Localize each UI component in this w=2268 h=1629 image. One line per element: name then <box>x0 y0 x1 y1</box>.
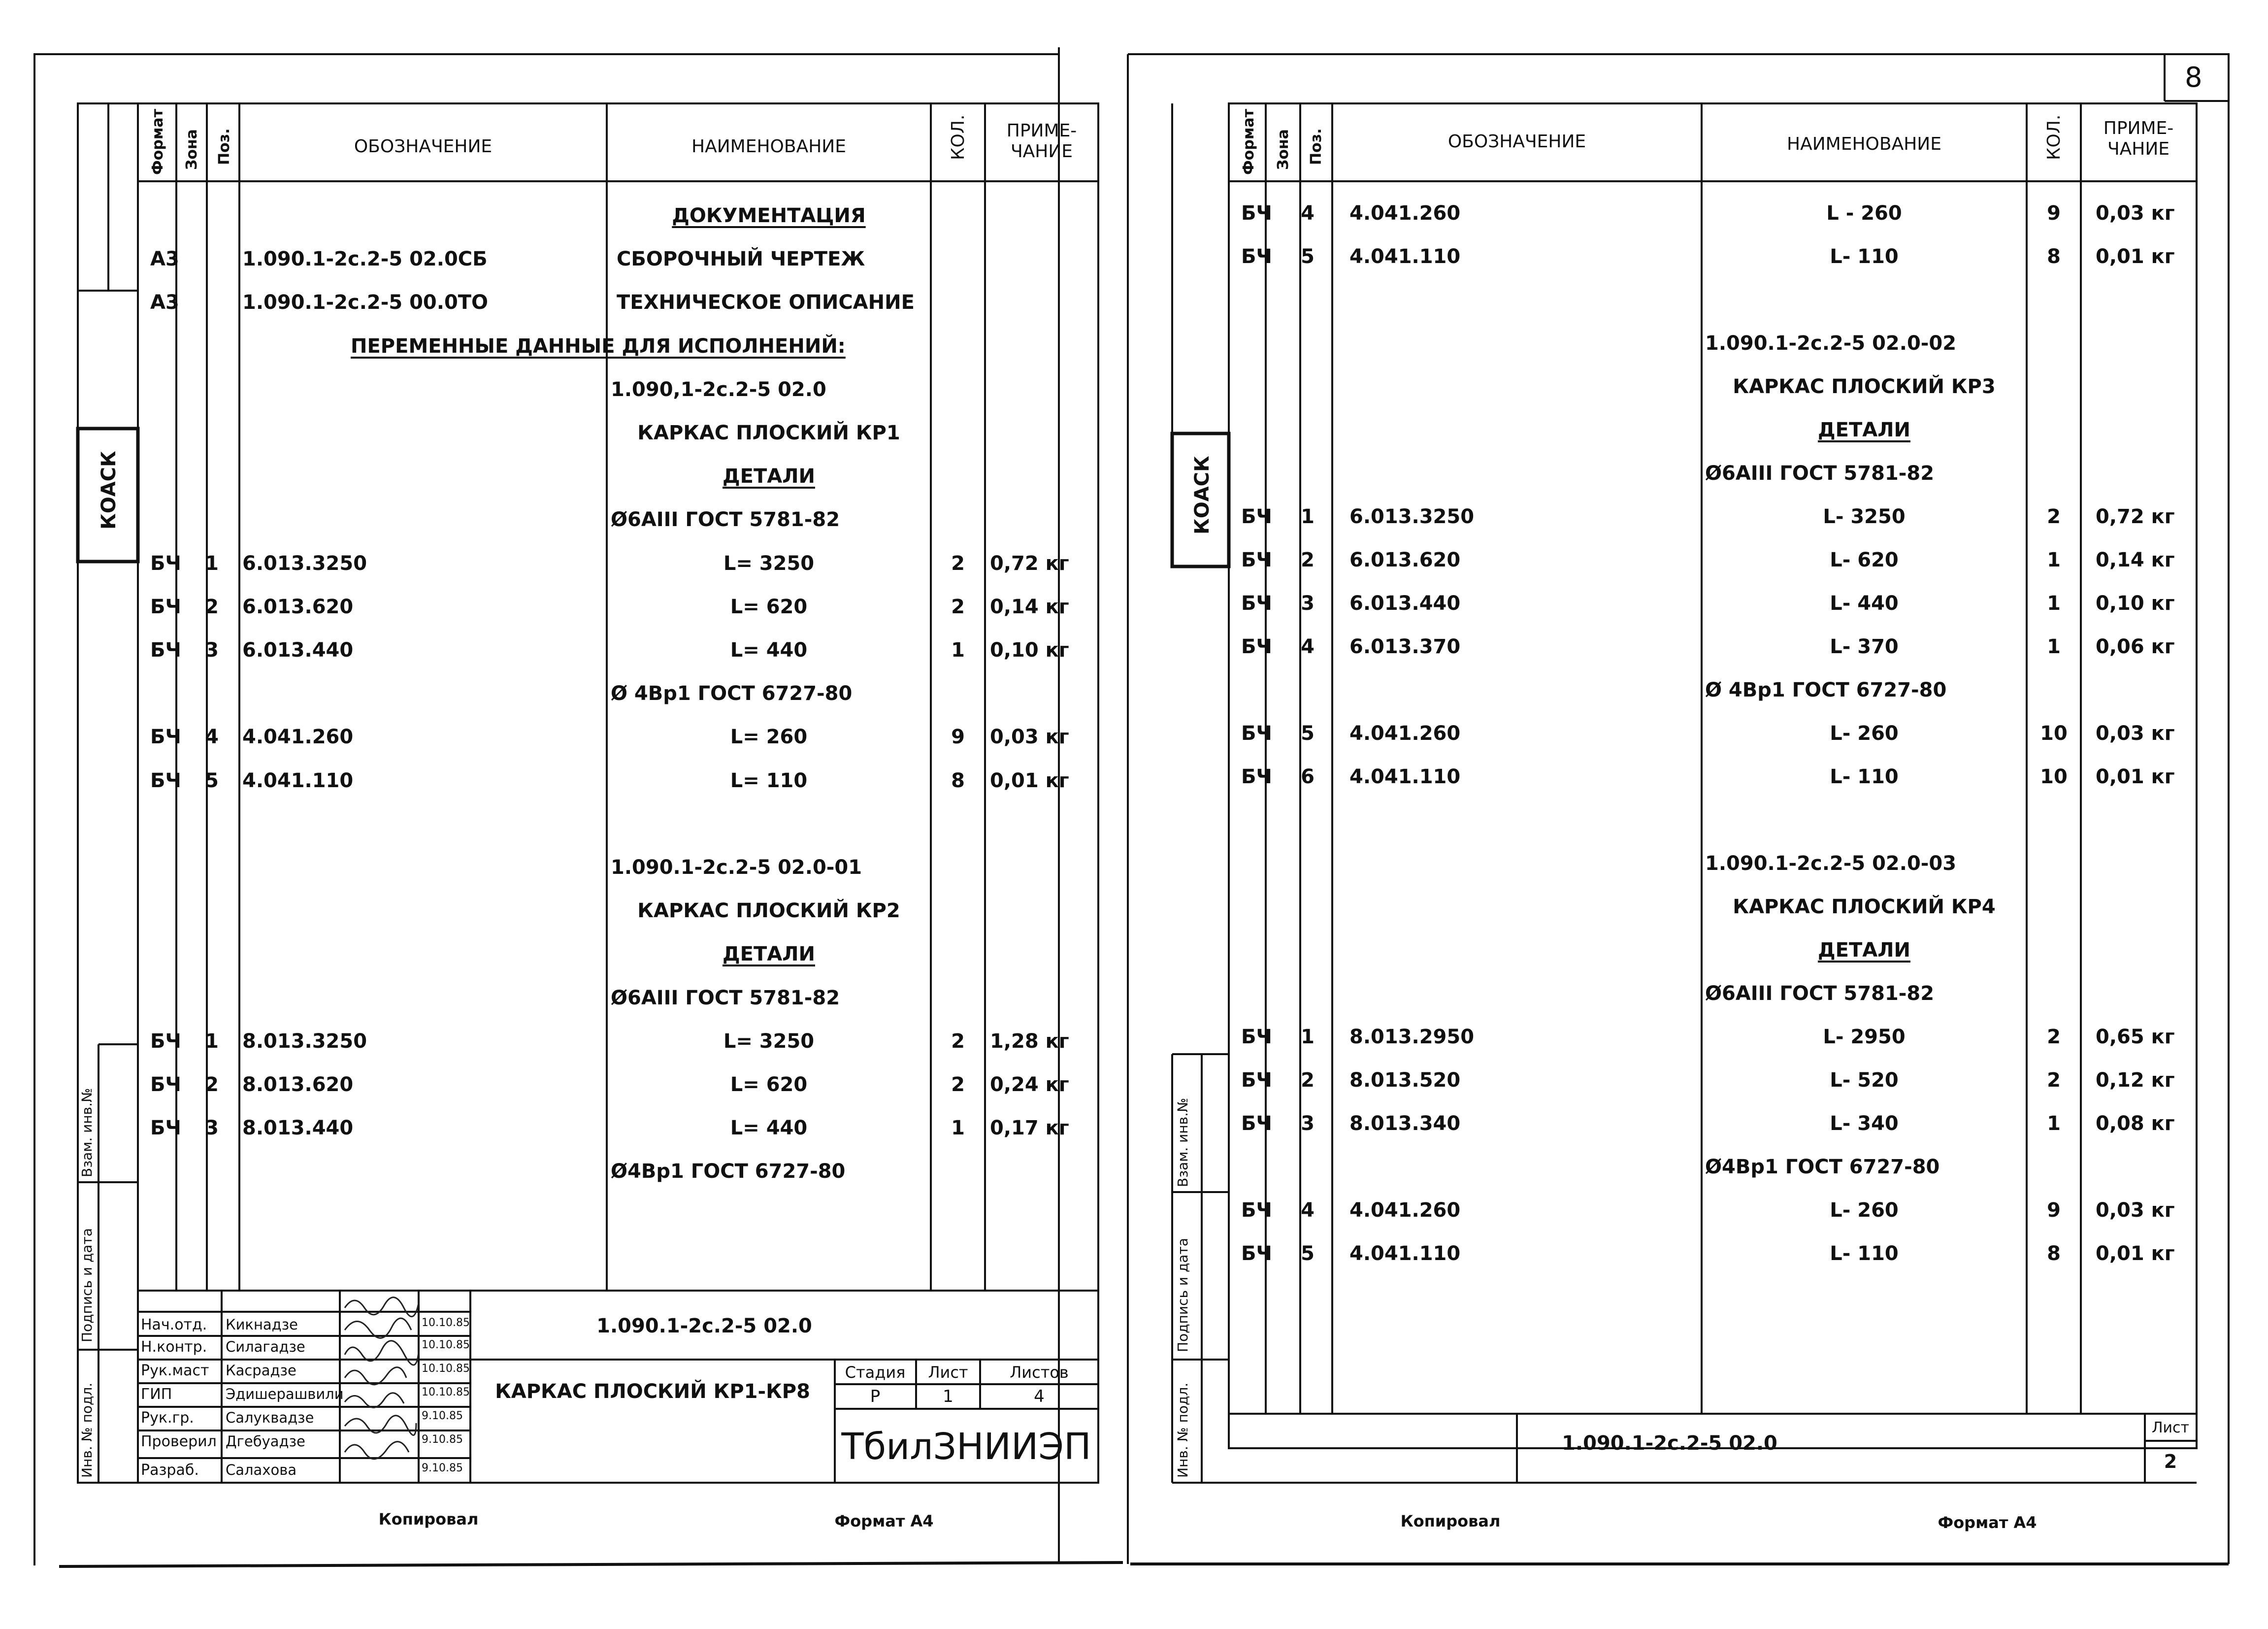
footer-sheet-value: 2 <box>2164 1451 2177 1472</box>
row-quantity: 1 <box>951 1117 965 1140</box>
row-designation: 8.013.520 <box>1349 1069 1461 1092</box>
row-format: БЧ <box>1241 765 1272 788</box>
organization-name: ТбилЗНИИЭП <box>841 1426 1091 1468</box>
sheets-label: Листов <box>1010 1363 1069 1382</box>
side-label-vzam: Взам. инв.№ <box>1175 1097 1191 1187</box>
row-name: L- 110 <box>1830 1242 1899 1265</box>
header-name: НАИМЕНОВАНИЕ <box>691 136 846 157</box>
row-designation: 6.013.620 <box>1349 549 1461 571</box>
row-format: А3 <box>150 248 179 271</box>
side-label-inv: Инв. № подл. <box>79 1382 95 1478</box>
side-label-podp: Подпись и дата <box>1175 1238 1191 1352</box>
row-position: 4 <box>205 726 219 749</box>
signer-name: Кикнадзе <box>226 1316 298 1333</box>
signer-name: Силагадзе <box>226 1338 305 1355</box>
row-quantity: 2 <box>2047 505 2061 528</box>
row-position: 3 <box>1301 592 1315 615</box>
row-quantity: 2 <box>2047 1026 2061 1048</box>
signer-name: Дгебуадзе <box>226 1433 305 1450</box>
row-designation: 4.041.260 <box>1349 1199 1461 1222</box>
header-pos: Поз. <box>216 128 233 165</box>
row-name: Ø 4Вр1 ГОСТ 6727-80 <box>611 682 853 705</box>
row-position: 2 <box>1301 549 1315 571</box>
row-designation: 4.041.110 <box>1349 245 1461 268</box>
row-position: 4 <box>1301 635 1315 658</box>
row-name: L= 3250 <box>723 1030 815 1053</box>
row-designation: 6.013.440 <box>242 639 354 662</box>
row-quantity: 8 <box>2047 245 2061 268</box>
row-format: БЧ <box>1241 202 1272 225</box>
row-quantity: 9 <box>2047 1199 2061 1222</box>
signer-date: 9.10.85 <box>422 1433 463 1446</box>
row-quantity: 2 <box>951 1073 965 1096</box>
row-format: БЧ <box>1241 549 1272 571</box>
row-name: L- 370 <box>1830 635 1899 658</box>
row-name: L - 260 <box>1826 202 1902 225</box>
row-name: 1.090.1-2с.2-5 02.0-02 <box>1705 332 1957 355</box>
row-name: L- 440 <box>1830 592 1899 615</box>
header-name: НАИМЕНОВАНИЕ <box>1787 134 1941 154</box>
header-format: Формат <box>1240 109 1257 175</box>
title-block-title: КАРКАС ПЛОСКИЙ КР1-КР8 <box>495 1380 810 1403</box>
row-format: БЧ <box>1241 1112 1272 1135</box>
header-zone: Зона <box>1275 129 1292 170</box>
row-note: 0,03 кг <box>2096 1199 2175 1222</box>
row-name: 1.090,1-2с.2-5 02.0 <box>611 378 826 401</box>
row-format: БЧ <box>150 1117 181 1140</box>
row-format: БЧ <box>1241 1242 1272 1265</box>
sheet-value: 1 <box>943 1387 953 1406</box>
row-designation: 6.013.370 <box>1349 635 1461 658</box>
row-name: L- 520 <box>1830 1069 1899 1092</box>
row-position: 5 <box>1301 1242 1315 1265</box>
row-name: Ø6АIII ГОСТ 5781-82 <box>611 508 840 532</box>
header-designation: ОБОЗНАЧЕНИЕ <box>1447 132 1586 152</box>
row-position: 5 <box>205 769 219 792</box>
signer-date: 10.10.85 <box>422 1386 470 1398</box>
row-name: L- 110 <box>1830 765 1899 788</box>
row-note: 0,17 кг <box>990 1117 1069 1140</box>
row-name: СБОРОЧНЫЙ ЧЕРТЕЖ <box>617 248 865 271</box>
row-name: L- 110 <box>1830 245 1899 268</box>
row-name: L= 110 <box>730 769 808 792</box>
side-label-inv: Инв. № подл. <box>1175 1382 1191 1478</box>
row-name: Ø4Вр1 ГОСТ 6727-80 <box>611 1160 846 1183</box>
signer-name: Эдишерашвили <box>226 1386 344 1402</box>
row-quantity: 8 <box>2047 1242 2061 1265</box>
row-format: А3 <box>150 291 179 314</box>
row-format: БЧ <box>150 552 181 575</box>
row-name: L= 620 <box>730 595 808 618</box>
row-format: БЧ <box>150 1030 181 1053</box>
row-note: 0,10 кг <box>2096 592 2175 615</box>
row-quantity: 8 <box>951 769 965 792</box>
row-position: 3 <box>205 639 219 662</box>
row-quantity: 9 <box>2047 202 2061 225</box>
row-designation: 8.013.2950 <box>1349 1026 1475 1048</box>
row-position: 1 <box>1301 505 1315 528</box>
row-note: 0,06 кг <box>2096 635 2175 658</box>
row-designation: 8.013.620 <box>242 1073 354 1096</box>
header-qty: КОЛ. <box>948 114 968 160</box>
row-quantity: 2 <box>951 595 965 618</box>
row-format: БЧ <box>150 595 181 618</box>
row-name: ДЕТАЛИ <box>1818 939 1910 962</box>
signer-date: 9.10.85 <box>422 1462 463 1474</box>
header-note-2: ЧАНИЕ <box>1010 141 1073 162</box>
row-name: Ø6АIII ГОСТ 5781-82 <box>1705 982 1935 1005</box>
row-note: 0,24 кг <box>990 1073 1069 1096</box>
row-designation: 6.013.3250 <box>1349 505 1475 528</box>
signer-role: Рук.маст <box>141 1362 209 1379</box>
row-note: 0,10 кг <box>990 639 1069 662</box>
stage-value: Р <box>870 1387 881 1406</box>
row-name: 1.090.1-2с.2-5 02.0-03 <box>1705 852 1957 875</box>
row-position: 1 <box>1301 1026 1315 1048</box>
row-quantity: 1 <box>951 639 965 662</box>
row-designation: 6.013.620 <box>242 595 354 618</box>
row-name: L- 260 <box>1830 1199 1899 1222</box>
row-note: 0,65 кг <box>2096 1026 2175 1048</box>
title-block-code: 1.090.1-2с.2-5 02.0 <box>596 1315 812 1337</box>
row-note: 0,12 кг <box>2096 1069 2175 1092</box>
header-qty: КОЛ. <box>2044 114 2064 160</box>
signer-date: 10.10.85 <box>422 1317 470 1329</box>
row-name: ДОКУМЕНТАЦИЯ <box>672 204 866 227</box>
row-name: L- 3250 <box>1823 505 1906 528</box>
row-name: ТЕХНИЧЕСКОЕ ОПИСАНИЕ <box>617 291 915 314</box>
row-name: L= 440 <box>730 639 808 662</box>
sheets-value: 4 <box>1034 1387 1045 1406</box>
row-designation: 8.013.340 <box>1349 1112 1461 1135</box>
row-quantity: 10 <box>2040 722 2068 745</box>
row-format: БЧ <box>1241 505 1272 528</box>
row-format: БЧ <box>1241 592 1272 615</box>
row-name: КАРКАС ПЛОСКИЙ КР4 <box>1733 896 1996 918</box>
row-quantity: 1 <box>2047 549 2061 571</box>
row-quantity: 1 <box>2047 635 2061 658</box>
footer-code: 1.090.1-2с.2-5 02.0 <box>1562 1432 1777 1455</box>
row-quantity: 9 <box>951 726 965 749</box>
row-note: 0,72 кг <box>990 552 1069 575</box>
header-note-2: ЧАНИЕ <box>2107 139 2170 159</box>
signer-role: Разраб. <box>141 1462 199 1479</box>
header-zone: Зона <box>183 129 200 170</box>
header-pos: Поз. <box>1308 128 1325 165</box>
row-note: 0,01 кг <box>2096 245 2175 268</box>
row-note: 0,72 кг <box>2096 505 2175 528</box>
row-format: БЧ <box>1241 1199 1272 1222</box>
row-position: 1 <box>205 1030 219 1053</box>
row-position: 4 <box>1301 202 1315 225</box>
header-note-1: ПРИМЕ- <box>2103 118 2174 138</box>
row-name: Ø4Вр1 ГОСТ 6727-80 <box>1705 1156 1940 1178</box>
row-designation: 4.041.260 <box>242 726 354 749</box>
row-name: ДЕТАЛИ <box>723 465 815 488</box>
row-quantity: 1 <box>2047 1112 2061 1135</box>
row-name: ДЕТАЛИ <box>723 943 815 966</box>
copied-label: Копировал <box>378 1510 479 1529</box>
row-note: 0,01 кг <box>990 769 1069 792</box>
row-format: БЧ <box>1241 635 1272 658</box>
row-note: 0,14 кг <box>2096 549 2175 571</box>
row-name: Ø 4Вр1 ГОСТ 6727-80 <box>1705 679 1947 701</box>
sheet-label: Лист <box>928 1363 968 1382</box>
koask-stamp: КОАСК <box>98 451 120 530</box>
row-format: БЧ <box>1241 722 1272 745</box>
row-format: БЧ <box>150 1073 181 1096</box>
row-name: L= 620 <box>730 1073 808 1096</box>
signer-role: Н.контр. <box>141 1338 207 1356</box>
row-note: 1,28 кг <box>990 1030 1069 1053</box>
row-quantity: 1 <box>2047 592 2061 615</box>
row-designation: 4.041.110 <box>1349 765 1461 788</box>
signer-role: Проверил <box>141 1433 217 1450</box>
header-designation: ОБОЗНАЧЕНИЕ <box>354 136 493 157</box>
row-designation: 1.090.1-2с.2-5 02.0СБ <box>242 248 488 271</box>
row-format: БЧ <box>1241 1026 1272 1048</box>
row-designation: 4.041.110 <box>242 769 354 792</box>
row-designation: 1.090.1-2с.2-5 00.0ТО <box>242 291 489 314</box>
row-name: КАРКАС ПЛОСКИЙ КР3 <box>1733 375 1996 398</box>
row-position: 6 <box>1301 765 1315 788</box>
row-note: 0,14 кг <box>990 595 1069 618</box>
row-name: ДЕТАЛИ <box>1818 419 1910 441</box>
row-name: L- 260 <box>1830 722 1899 745</box>
row-name: L= 260 <box>730 726 808 749</box>
row-format: БЧ <box>150 726 181 749</box>
stage-label: Стадия <box>845 1363 906 1382</box>
row-note: 0,01 кг <box>2096 765 2175 788</box>
row-position: 2 <box>1301 1069 1315 1092</box>
row-name: L= 440 <box>730 1117 808 1140</box>
row-position: 2 <box>205 1073 219 1096</box>
row-name: L- 620 <box>1830 549 1899 571</box>
row-note: 0,03 кг <box>2096 722 2175 745</box>
row-note: 0,03 кг <box>990 726 1069 749</box>
format-label: Формат А4 <box>834 1512 934 1530</box>
row-format: БЧ <box>150 639 181 662</box>
row-position: 4 <box>1301 1199 1315 1222</box>
row-designation: 4.041.260 <box>1349 722 1461 745</box>
copied-label: Копировал <box>1400 1512 1501 1530</box>
footer-sheet-label: Лист <box>2151 1419 2190 1436</box>
format-label: Формат А4 <box>1938 1513 2037 1532</box>
row-name: Ø6АIII ГОСТ 5781-82 <box>1705 462 1935 485</box>
row-note: 0,03 кг <box>2096 202 2175 225</box>
row-quantity: 2 <box>2047 1069 2061 1092</box>
side-label-podp: Подпись и дата <box>79 1228 95 1342</box>
row-name: КАРКАС ПЛОСКИЙ КР1 <box>637 422 900 444</box>
row-position: 5 <box>1301 245 1315 268</box>
row-note: 0,01 кг <box>2096 1242 2175 1265</box>
row-name: 1.090.1-2с.2-5 02.0-01 <box>611 856 862 879</box>
row-name: L- 340 <box>1830 1112 1899 1135</box>
row-format: БЧ <box>1241 1069 1272 1092</box>
section-heading: ПЕРЕМЕННЫЕ ДАННЫЕ ДЛЯ ИСПОЛНЕНИЙ: <box>351 334 846 358</box>
row-quantity: 2 <box>951 552 965 575</box>
row-name: Ø6АIII ГОСТ 5781-82 <box>611 986 840 1009</box>
header-format: Формат <box>149 109 166 175</box>
row-format: БЧ <box>150 769 181 792</box>
side-label-vzam: Взам. инв.№ <box>79 1088 95 1177</box>
signer-date: 10.10.85 <box>422 1339 470 1351</box>
signer-name: Салахова <box>226 1462 297 1478</box>
koask-stamp: КОАСК <box>1191 456 1214 534</box>
row-position: 3 <box>205 1117 219 1140</box>
signer-name: Касрадзе <box>226 1362 296 1379</box>
signer-date: 9.10.85 <box>422 1410 463 1422</box>
signer-role: ГИП <box>141 1386 172 1403</box>
signer-role: Нач.отд. <box>141 1316 207 1333</box>
row-designation: 6.013.440 <box>1349 592 1461 615</box>
page-number: 8 <box>2185 62 2202 94</box>
row-name: L- 2950 <box>1823 1026 1906 1048</box>
row-position: 1 <box>205 552 219 575</box>
row-note: 0,08 кг <box>2096 1112 2175 1135</box>
row-position: 3 <box>1301 1112 1315 1135</box>
row-designation: 4.041.260 <box>1349 202 1461 225</box>
row-designation: 4.041.110 <box>1349 1242 1461 1265</box>
signer-role: Рук.гр. <box>141 1409 194 1427</box>
row-name: L= 3250 <box>723 552 815 575</box>
row-position: 5 <box>1301 722 1315 745</box>
header-note-1: ПРИМЕ- <box>1006 121 1077 141</box>
row-quantity: 2 <box>951 1030 965 1053</box>
signer-date: 10.10.85 <box>422 1363 470 1375</box>
row-designation: 8.013.440 <box>242 1117 354 1140</box>
row-quantity: 10 <box>2040 765 2068 788</box>
signer-name: Салуквадзе <box>226 1409 314 1426</box>
row-format: БЧ <box>1241 245 1272 268</box>
row-name: КАРКАС ПЛОСКИЙ КР2 <box>637 899 900 923</box>
row-designation: 8.013.3250 <box>242 1030 367 1053</box>
row-position: 2 <box>205 595 219 618</box>
row-designation: 6.013.3250 <box>242 552 367 575</box>
